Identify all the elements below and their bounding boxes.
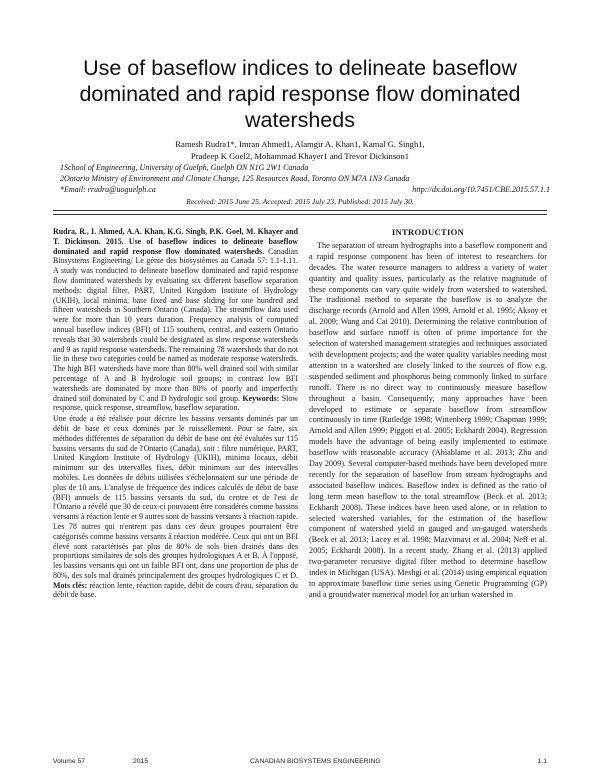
footer-page-number: 1.1 (537, 758, 547, 765)
author-line-2: Pradeep K Goel2, Mohammad Khayer1 and Trevor Dickinson1 (190, 151, 410, 161)
keywords-label-fr: Mots clés: (53, 580, 88, 590)
footer-journal: CANADIAN BIOSYSTEMS ENGINEERING (250, 758, 381, 765)
abstract-english (53, 227, 298, 413)
footer-year: 2015 (133, 758, 149, 765)
affiliation-2: 2Ontario Ministry of Environment and Climate Change, 125 Resources Road, Toronto ON M7A 1N3 Canada (60, 173, 410, 183)
introduction-column (309, 227, 547, 601)
abstract-french (53, 414, 298, 600)
citation-title: Use of baseflow indices to delineate baseflow dominated and rapid response flow dominated watersheds. (53, 236, 298, 256)
footer-volume: Volume 57 (53, 758, 86, 765)
introduction-paragraph: The separation of stream hydrographs into a baseflow component and a rapid response component has been of interest to researchers for decades. The water resource managers to address a variety of water quantity and quality issues, particularly as the relative magnitude of these components can vary quite widely from watershed to watershed. The traditional method to separate the baseflow is to analyze the discharge records (Arnold and Allen 1999, Arnold et al. 1995; Aksoy et al. 2009; Wang and Cai 2010). Determining the relative contribution of baseflow and surface runoff is often of prime importance for the selection of watershed management strategies and techniques associated with development projects; and the water quality variables needing most attention in a watershed are closely linked to the sources of flow e.g. suspended sediment and phosphorus being commonly linked to surface runoff. There is no direct way to continuously measure baseflow throughout a basin. Consequently, many approaches have been developed to estimate or separate baseflow from streamflow continuously in time (Rutledge 1998; Wittenberg 1999; Chapman 1999; Arnold and Allen 1999; Piggott et al. 2005; Eckhardt 2004). Regression models have the advantage of being easily implemented to estimate baseflow with reasonable accuracy (Ahiablame et al. 2013; Zhu and Day 2009). Several computer-based methods have been developed more recently for the separation of baseflow from stream hydrographs and associated baseflow indices. Baseflow index is defined as the ratio of long term mean baseflow to the total streamflow (Beck et al. 2013; Eckhardt 2008). These indices have been used alone, or in relation to selected watershed variables, for the estimation of the baseflow component of watershed yield in gauged and un-gauged watersheds (Beck et al. 2013; Lacey et al. 1998; Mazvimavi et al. 2004; Neff et al. 2005; Eckhardt 2008). In a recent study, Zhang et al. (2013) applied two-parameter recursive digital filter method to determine baseflow index in Michigan (USA). Meshgi et al. (2014) using empirical equation to approximate baseflow time series using Genetic Programming (GP) and a groundwater numerical model for an urban watershed in (309, 240, 547, 599)
paper-title: Use of baseflow indices to delineate baseflow dominated and rapid response flow dominated watersheds (79, 56, 521, 132)
section-heading-introduction: INTRODUCTION (391, 227, 465, 237)
author-line-1: Ramesh Rudra1*, Imran Ahmed1, Alamgir A. Khan1, Kamal G. Singh1, (175, 139, 425, 149)
header-rule-top (53, 210, 547, 211)
keywords-fr: réaction lente, réaction rapide, débit de cours d'eau, séparation du débit de base. (53, 580, 298, 600)
keywords-label-en: Keywords: (242, 393, 280, 403)
citation-authors: Rudra, R., I. Ahmed, A.A. Khan, K.G. Singh, P.K. Goel, M. Khayer and T. Dickinson. 2015. (53, 227, 298, 246)
keywords-en: Slow response, quick response, streamflow, baseflow separation. (53, 393, 298, 413)
abstract-body-fr: Une étude a été réalisée pour décrire les bassins versants dominés par un débit de base et ceux dominés par le ruissellement. Pour se faire, six méthodes différentes de séparation du débit de base ont été évaluées sur 115 bassins versants du sud de l'Ontario (Canada), soit : filtre numérique, PART, United Kingdom Institute of Hydrology (UKIH), minima locaux, débit minimum sur des intervalles fixes, débit minimum sur des intervalles mobiles. Les données de débits utilisées s'échelonnaient sur une période de plus de 10 ans. L'analyse de fréquence des indices calculés de débit de base (BFI) annuels de 115 bassins versants du sud, du centre et de l'est de l'Ontario a révélé que 30 de ceux-ci pouvaient être considérés comme bassins versants à réaction lente et 9 autres sont de bassins versants à réaction rapide. Les 78 autres qui n'entrent pas dans ces deux groupes pourraient être catégorisés comme bassins versants à réaction modérée. Ceux qui ont un BFI élevé sont caractérisés par plus de 80% de sols bien drainés dans des proportions similaires de sols des groupes hydrologiques A et B. À l'opposé, les bassins versants qui ont un faible BFI ont, dans une proportion de plus de 80%, des sols mal drainés principalement des groupes hydrologiques C et D. (53, 414, 298, 580)
abstract-body-en: A study was conducted to delineate baseflow dominated and rapid response flow dominated watersheds by evaluating six different baseflow separation methods: digital filter, PART, United Kingdom Institute of Hydrology (UKIH), local minima, base fixed and base sliding for one hundred and fifteen watersheds in Southern Ontario (Canada). The streamflow data used were for more than 10 years duration. Frequency analysis of computed annual baseflow indices (BFI) of 115 southern, central, and eastern Ontario reveals that 30 watersheds could be designated as slow response watersheds and 9 as rapid response watersheds. The remaining 78 watersheds that do not lie in these two categories could be named as moderate response watersheds. The high BFI watersheds have more than 80% well drained soil with similar percentage of A and B hydrologic soil groups; in contrast low BFI watersheds are dominated by more than 80% of poorly and imperfectly drained soil dominated by C and D hydrologic soil group. (53, 266, 298, 403)
citation-journal: Canadian Biosystems Engineering/ Le génie des biosystèmes au Canada 57: 1.1-1.11. (53, 246, 298, 266)
abstract-column (53, 227, 298, 601)
affiliations (60, 163, 560, 184)
contact-line (60, 185, 550, 194)
header-rule-bottom (53, 214, 547, 215)
corresponding-email[interactable]: *Email: rrudra@uoguelph.ca (60, 185, 156, 194)
affiliation-1: 1School of Engineering, University of Guelph, Guelph ON N1G 2W1 Canada (60, 163, 309, 172)
author-list (60, 138, 540, 162)
publication-dates: Received: 2015 June 25, Accepted: 2015 July 23, Published: 2015 July 30. (186, 197, 414, 206)
doi-link[interactable]: http://dx.doi.org/10.7451/CBE.2015.57.1.1 (412, 185, 550, 194)
